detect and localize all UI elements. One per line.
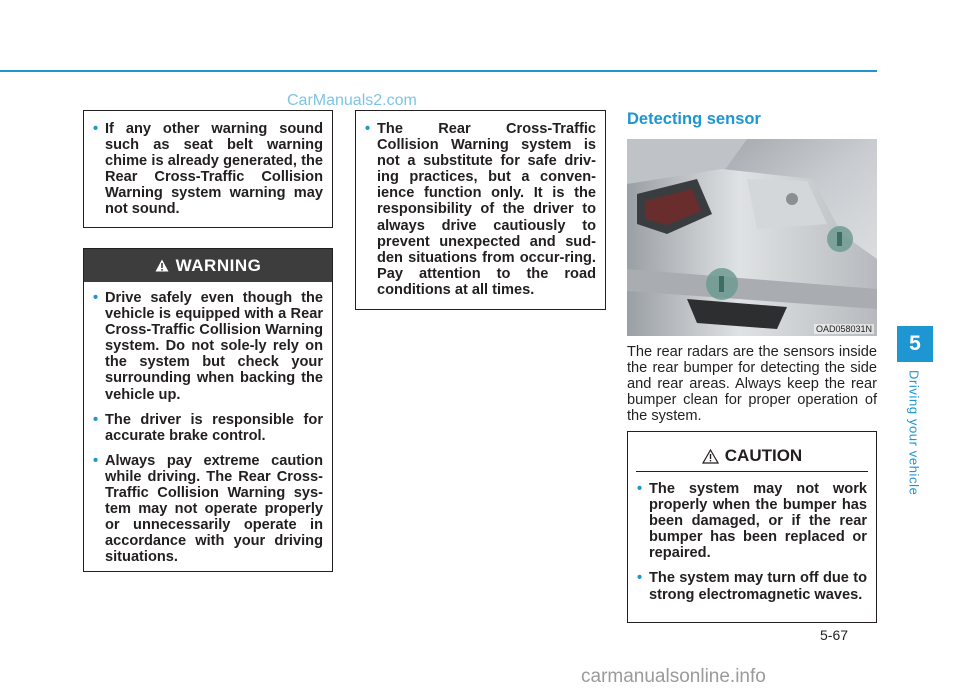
caution-item-text: The system may turn off due to strong electromagnetic waves. [649,570,867,603]
bullet-dot: • [637,570,643,587]
list-item [93,121,323,218]
bullet-dot: • [93,452,99,469]
rear-bumper-sensor-image [627,139,877,336]
note-box-col2 [355,110,606,310]
list-item [93,453,323,566]
note-box-col1 [83,110,333,228]
image-code: OAD058031N [815,324,872,334]
warning-triangle-icon [155,259,169,272]
chapter-title-text: Driving your vehicle [906,370,922,496]
bullet-dot: • [93,290,99,306]
car-rear-illustration [627,139,877,336]
note-list-col1 [93,121,323,218]
warning-item-text: Always pay extreme caution while driving. The Rear Cross-Traffic Collision Warning sys-tem may not operate properly or unnecessarily operate in accordance with your driving situations. [105,452,323,566]
chapter-number-tab: 5 [897,326,933,362]
caution-box [627,431,877,623]
section-title: Detecting sensor [627,110,761,128]
caution-list [628,472,876,603]
bullet-dot: • [93,121,99,137]
list-item [637,481,867,561]
list-item [637,570,867,602]
bullet-dot: • [93,411,99,428]
header-rule [0,70,877,72]
caution-item-text: The system may not work properly when the bumper has been damaged, or if the rear bumper has been replaced or repaired. [649,481,867,562]
list-item [365,121,596,298]
footer-watermark[interactable]: carmanualsonline.info [581,666,766,687]
note-item-text: The Rear Cross-Traffic Collision Warning system is not a substitute for safe driv-ing practices, but a conven-ience function only. It is the responsibility of the driver to always drive cautiously to prevent unexpected and sud-den situations from occur-ring. Pay attention to the road conditions at all times. [377,121,596,298]
bullet-dot: • [637,481,643,497]
warning-title: WARNING [175,255,262,275]
bullet-dot: • [365,121,371,137]
note-list-col2 [365,121,596,298]
sensor-paragraph: The rear radars are the sensors inside the rear bumper for detecting the side and rear areas. Always keep the rear bumper clean for proper operation of the system. [627,344,877,425]
warning-list [84,282,332,566]
watermark-top[interactable]: CarManuals2.com [287,92,417,109]
warning-item-text: The driver is responsible for accurate brake control. [105,411,323,444]
list-item [93,290,323,403]
caution-title: CAUTION [724,446,803,465]
warning-box [83,248,333,572]
chapter-title-vertical [898,370,930,500]
list-item [93,412,323,444]
note-item-text: If any other warning sound such as seat belt warning chime is already generated, the Rear Cross-Traffic Collision Warning system warning may not sound. [105,121,323,218]
caution-triangle-icon [702,449,719,464]
warning-item-text: Drive safely even though the vehicle is equipped with a Rear Cross-Traffic Collision Warning system. Do not sole-ly rely on the system but check your surrounding when backing the vehicle up. [105,290,323,403]
caution-header [636,432,868,472]
warning-header [84,249,332,282]
page-number: 5-67 [820,627,849,643]
